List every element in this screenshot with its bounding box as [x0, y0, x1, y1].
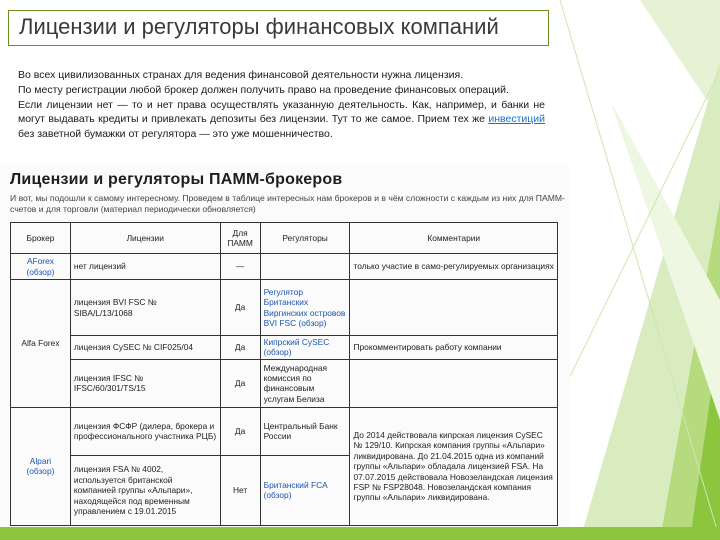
- broker-name[interactable]: Alpari: [29, 455, 52, 466]
- comment-cell: [350, 280, 558, 336]
- embedded-table-image: [0, 165, 570, 540]
- pamm-cell: —: [220, 254, 260, 280]
- broker-review-link[interactable]: (обзор): [26, 266, 55, 277]
- pamm-cell: Нет: [220, 455, 260, 525]
- table-header-row: [11, 223, 558, 254]
- comment-cell: только участие в само-регулируемых организациях: [350, 254, 558, 280]
- comment-cell[interactable]: Прокомментировать работу компании: [350, 336, 558, 360]
- pamm-cell: Да: [220, 280, 260, 336]
- header-licenses: Лицензии: [70, 223, 220, 254]
- license-cell: лицензия FSA № 4002, используется британской компанией группы «Альпари», находящейся под временным управлением с 19.01.2015: [70, 455, 220, 525]
- table-row: [11, 280, 558, 336]
- intro-paragraph: [18, 68, 545, 142]
- paragraph-text: Если лицензии нет — то и нет права осуществлять указанную деятельность. Как, например, и банки не могут выдавать кредиты и привлекать депозиты без лицензии. Тут то же самое. Прием тех же: [18, 98, 545, 126]
- license-cell: лицензия ФСФР (дилера, брокера и профессионального участника РЦБ): [70, 407, 220, 455]
- regulator-cell[interactable]: Британский FCA (обзор): [260, 455, 350, 525]
- regulator-cell: Центральный Банк России: [260, 407, 350, 455]
- header-pamm: Для ПАММ: [220, 223, 260, 254]
- pamm-cell: Да: [220, 359, 260, 407]
- table-image-title: Лицензии и регуляторы ПАММ-брокеров: [10, 171, 343, 188]
- broker-cell: [11, 407, 71, 525]
- slide-title: Лицензии и регуляторы финансовых компаний: [19, 14, 499, 39]
- comment-cell: [350, 359, 558, 407]
- bottom-accent-bar: [0, 527, 720, 540]
- pamm-cell: Да: [220, 336, 260, 360]
- paragraph-line-2: По месту регистрации любой брокер должен получить право на проведение финансовых операций.: [18, 83, 509, 96]
- table-row: [11, 336, 558, 360]
- license-cell: нет лицензий: [70, 254, 220, 280]
- license-cell: лицензия CySEC № CIF025/04: [70, 336, 220, 360]
- investments-link[interactable]: инвестиций: [488, 113, 545, 126]
- table-image-intro: И вот, мы подошли к самому интересному. Проведем в таблице интересных нам брокеров и в чём сложности с каждым из них для ПАММ-счетов и для торговли (материал периодически обновляется): [10, 193, 565, 214]
- broker-review-link[interactable]: (обзор): [26, 466, 55, 477]
- table-row: [11, 359, 558, 407]
- broker-cell: [11, 280, 71, 408]
- paragraph-line-3: [18, 98, 545, 142]
- paragraph-line-1: Во всех цивилизованных странах для ведения финансовой деятельности нужна лицензия.: [18, 69, 464, 81]
- header-broker: Брокер: [11, 223, 71, 254]
- license-cell: лицензия BVI FSC № SIBA/L/13/1068: [70, 280, 220, 336]
- broker-cell: [11, 254, 71, 280]
- broker-name[interactable]: AForex: [26, 256, 54, 267]
- slide-title-box: [8, 10, 549, 46]
- broker-license-table: [10, 222, 558, 526]
- regulator-cell[interactable]: Регулятор Британских Виргинских островов BVI FSC (обзор): [260, 280, 350, 336]
- regulator-cell[interactable]: Кипрский CySEC (обзор): [260, 336, 350, 360]
- header-regulators: Регуляторы: [260, 223, 350, 254]
- table-row: [11, 254, 558, 280]
- table-row: [11, 407, 558, 455]
- paragraph-text-end: без заветной бумажки от регулятора — это уже мошенничество.: [18, 128, 333, 141]
- comment-cell: До 2014 действовала кипрская лицензия CySEC № 129/10. Кипрская компания группы «Альпари» ликвидирована. До 21.04.2015 одна из компаний группы «Альпари» обладала лицензией FSA. На 07.07.2015 действовала Новозеландская лицензия FSP № FSP28048. Новозеландская компания группы «Альпари» ликвидирована.: [350, 407, 558, 525]
- broker-name[interactable]: Alfa Forex: [21, 338, 60, 349]
- header-comments: Комментарии: [350, 223, 558, 254]
- license-cell: лицензия IFSC № IFSC/60/301/TS/15: [70, 359, 220, 407]
- regulator-cell: [260, 254, 350, 280]
- regulator-cell: Международная комиссия по финансовым услугам Белиза: [260, 359, 350, 407]
- pamm-cell: Да: [220, 407, 260, 455]
